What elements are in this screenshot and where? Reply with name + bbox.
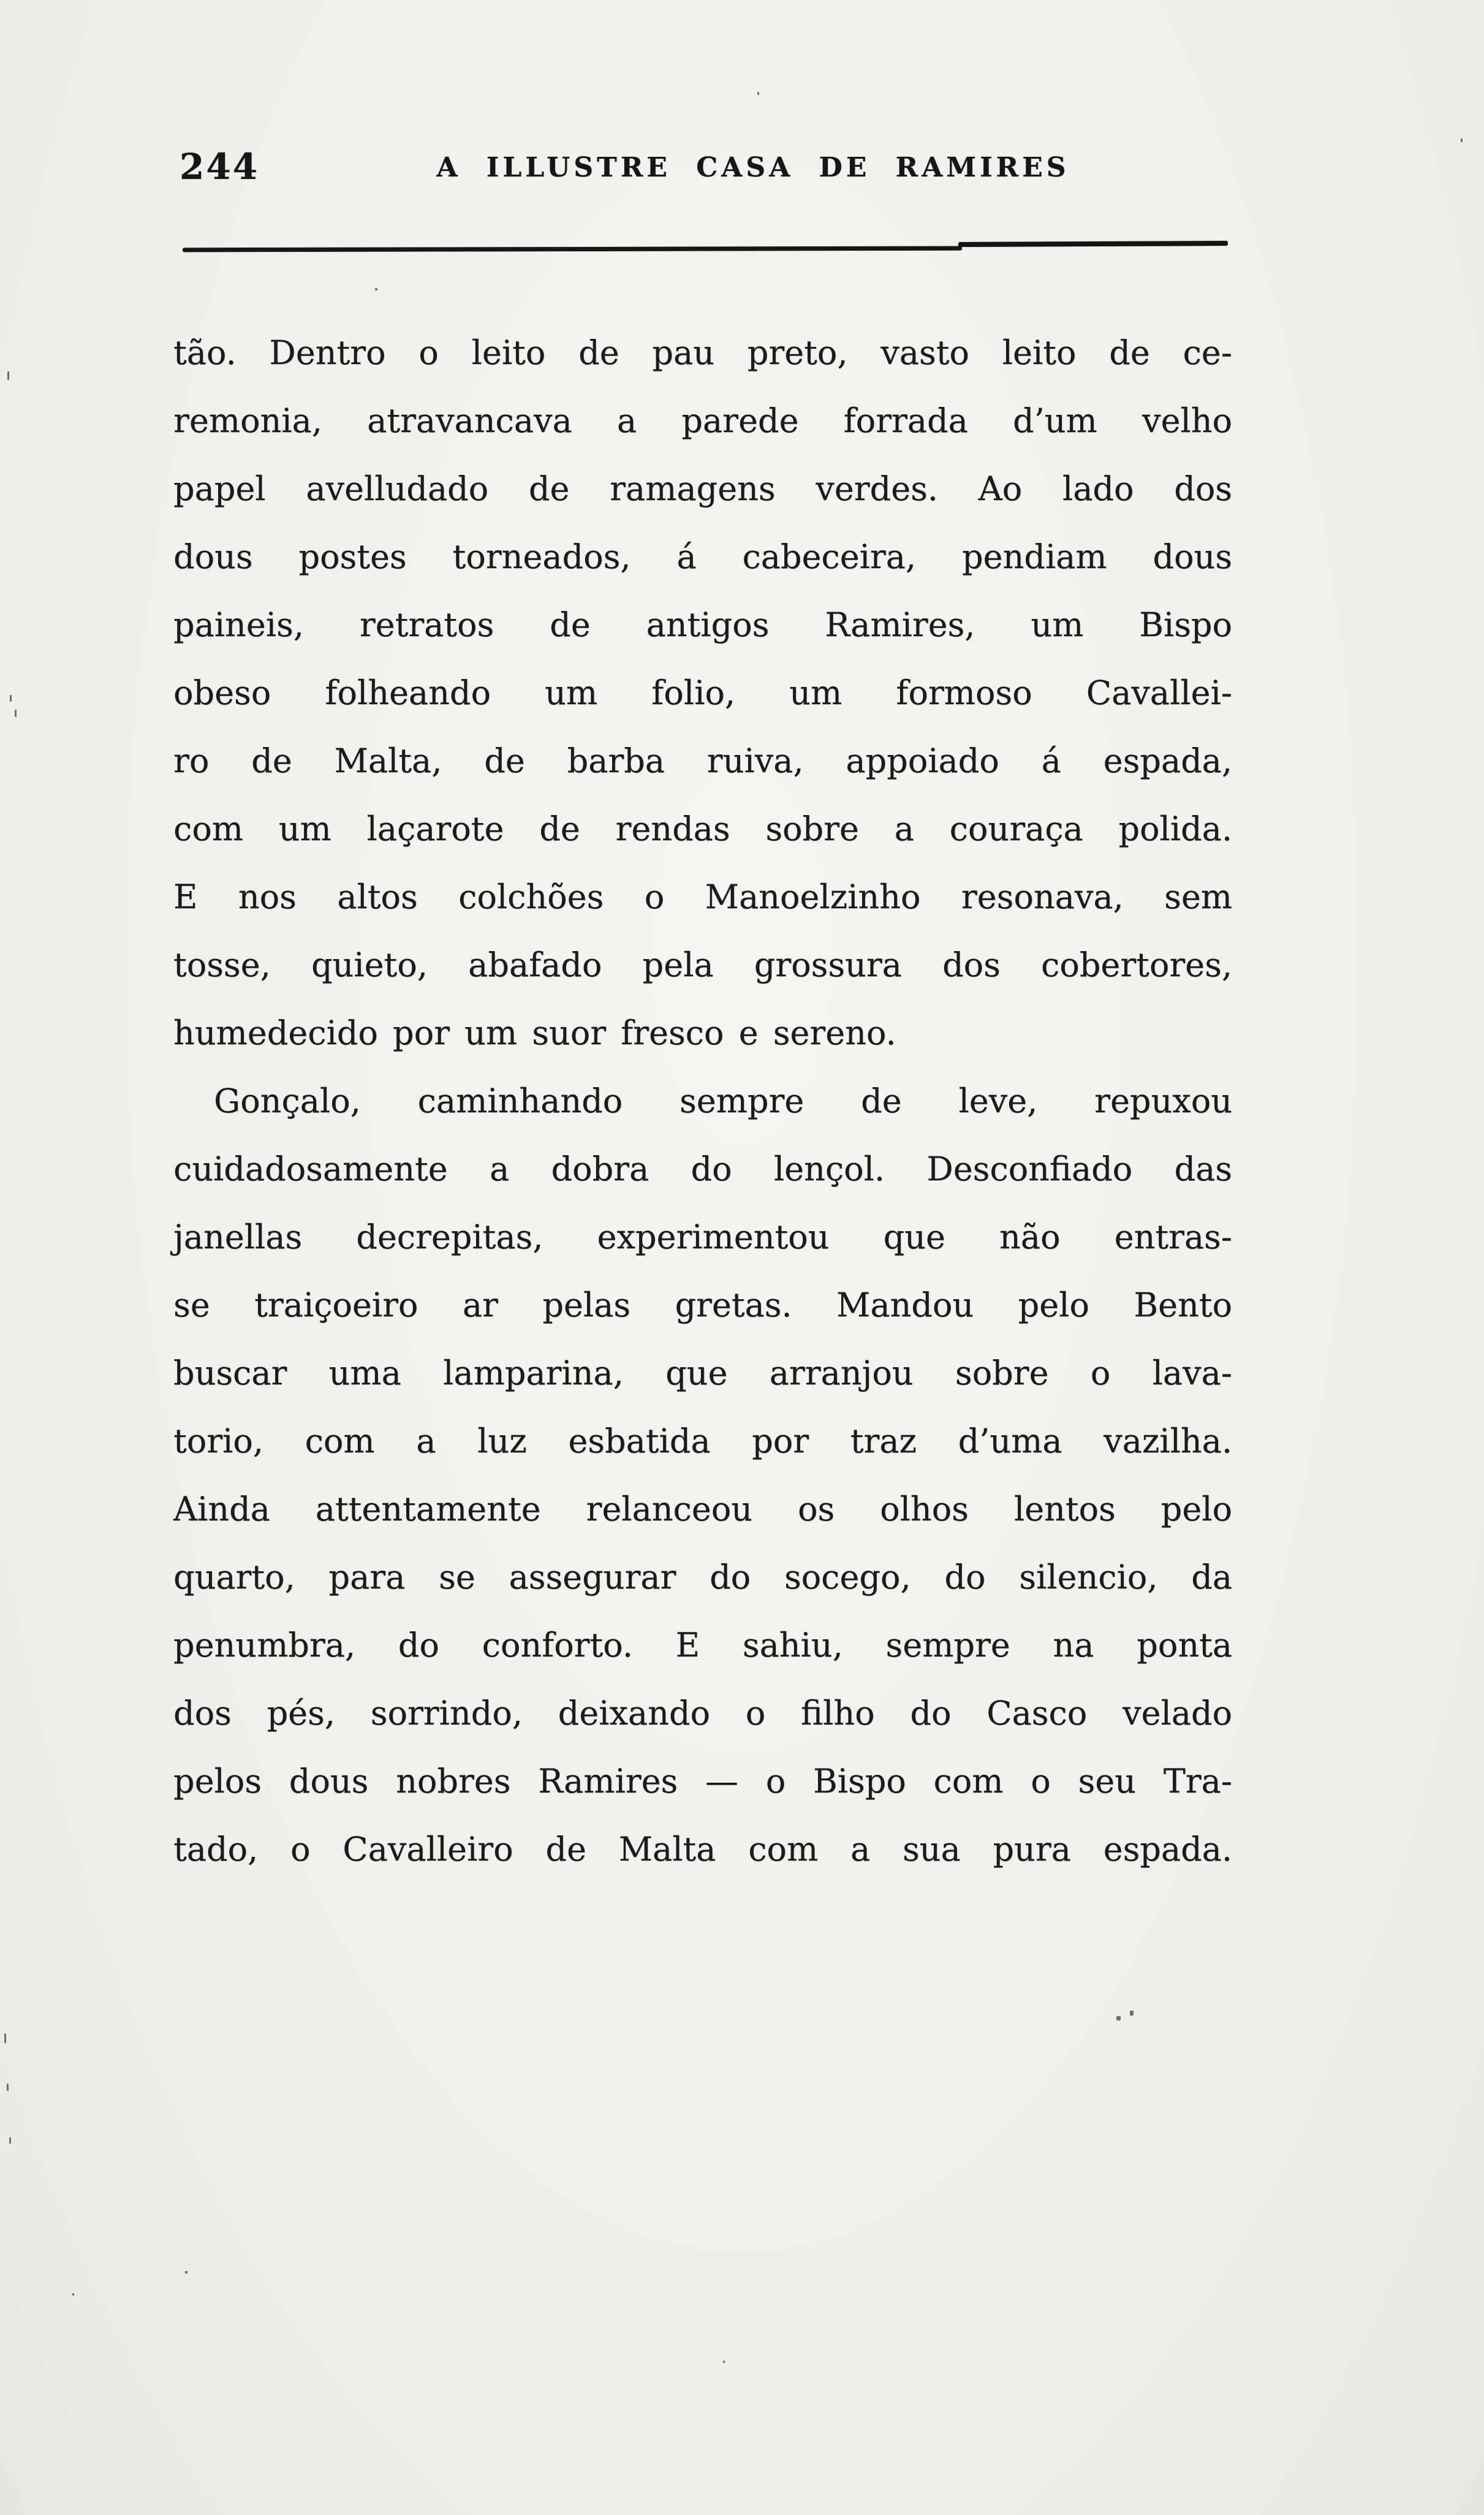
page-number: 244 [180, 146, 260, 188]
text-line: torio, com a luz esbatida por traz d’uma vazilha. [173, 1422, 1232, 1460]
scan-noise-speck [72, 2293, 74, 2296]
scan-noise-speck [1130, 2011, 1134, 2016]
text-line: Ainda attentamente relanceou os olhos lentos pelo [173, 1490, 1232, 1528]
text-line: paineis, retratos de antigos Ramires, um Bispo [173, 605, 1232, 644]
scan-noise-speck [1461, 138, 1463, 142]
text-line: com um laçarote de rendas sobre a couraça polida. [173, 810, 1232, 848]
text-line: tosse, quieto, abafado pela grossura dos cobertores, [173, 946, 1232, 984]
scan-noise-speck [185, 2271, 187, 2274]
text-line: tão. Dentro o leito de pau preto, vasto leito de ce- [173, 333, 1232, 372]
text-line: Gonçalo, caminhando sempre de leve, repuxou [214, 1082, 1232, 1120]
text-line: pelos dous nobres Ramires — o Bispo com o seu Tra- [173, 1762, 1232, 1800]
scan-noise-speck [4, 2033, 6, 2043]
text-line: dous postes torneados, á cabeceira, pendiam dous [173, 537, 1232, 576]
scan-noise-speck [757, 92, 759, 95]
text-line: ro de Malta, de barba ruiva, appoiado á espada, [173, 742, 1232, 780]
text-line: humedecido por um suor fresco e sereno. [173, 1014, 896, 1052]
body-text-block [173, 319, 1232, 1883]
header-rule-right-segment [958, 241, 1228, 247]
scan-noise-speck [10, 695, 12, 702]
text-line: obeso folheando um folio, um formoso Cavallei- [173, 673, 1232, 712]
text-line: papel avelludado de ramagens verdes. Ao lado dos [173, 469, 1232, 508]
text-line: dos pés, sorrindo, deixando o filho do Casco velado [173, 1694, 1232, 1732]
text-line: cuidadosamente a dobra do lençol. Desconfiado das [173, 1150, 1232, 1188]
text-line: quarto, para se assegurar do socego, do silencio, da [173, 1558, 1232, 1596]
header-rule-left-segment [183, 246, 962, 252]
scan-noise-speck [9, 2138, 11, 2144]
text-line: penumbra, do conforto. E sahiu, sempre na ponta [173, 1626, 1232, 1664]
text-line: remonia, atravancava a parede forrada d’um velho [173, 401, 1232, 440]
scan-noise-speck [723, 2361, 725, 2363]
scan-noise-speck [375, 288, 377, 290]
text-line: tado, o Cavalleiro de Malta com a sua pura espada. [173, 1830, 1232, 1868]
scan-noise-speck [7, 2084, 9, 2091]
text-line: buscar uma lamparina, que arranjou sobre o lava- [173, 1354, 1232, 1392]
scan-noise-speck [7, 371, 9, 380]
text-line: E nos altos colchões o Manoelzinho resonava, sem [173, 878, 1232, 916]
text-line: se traiçoeiro ar pelas gretas. Mandou pelo Bento [173, 1286, 1232, 1324]
text-line: janellas decrepitas, experimentou que não entras- [173, 1218, 1232, 1256]
running-title: A ILLUSTRE CASA DE RAMIRES [436, 152, 1070, 183]
scan-noise-speck [1116, 2016, 1121, 2020]
scan-noise-speck [15, 710, 17, 717]
